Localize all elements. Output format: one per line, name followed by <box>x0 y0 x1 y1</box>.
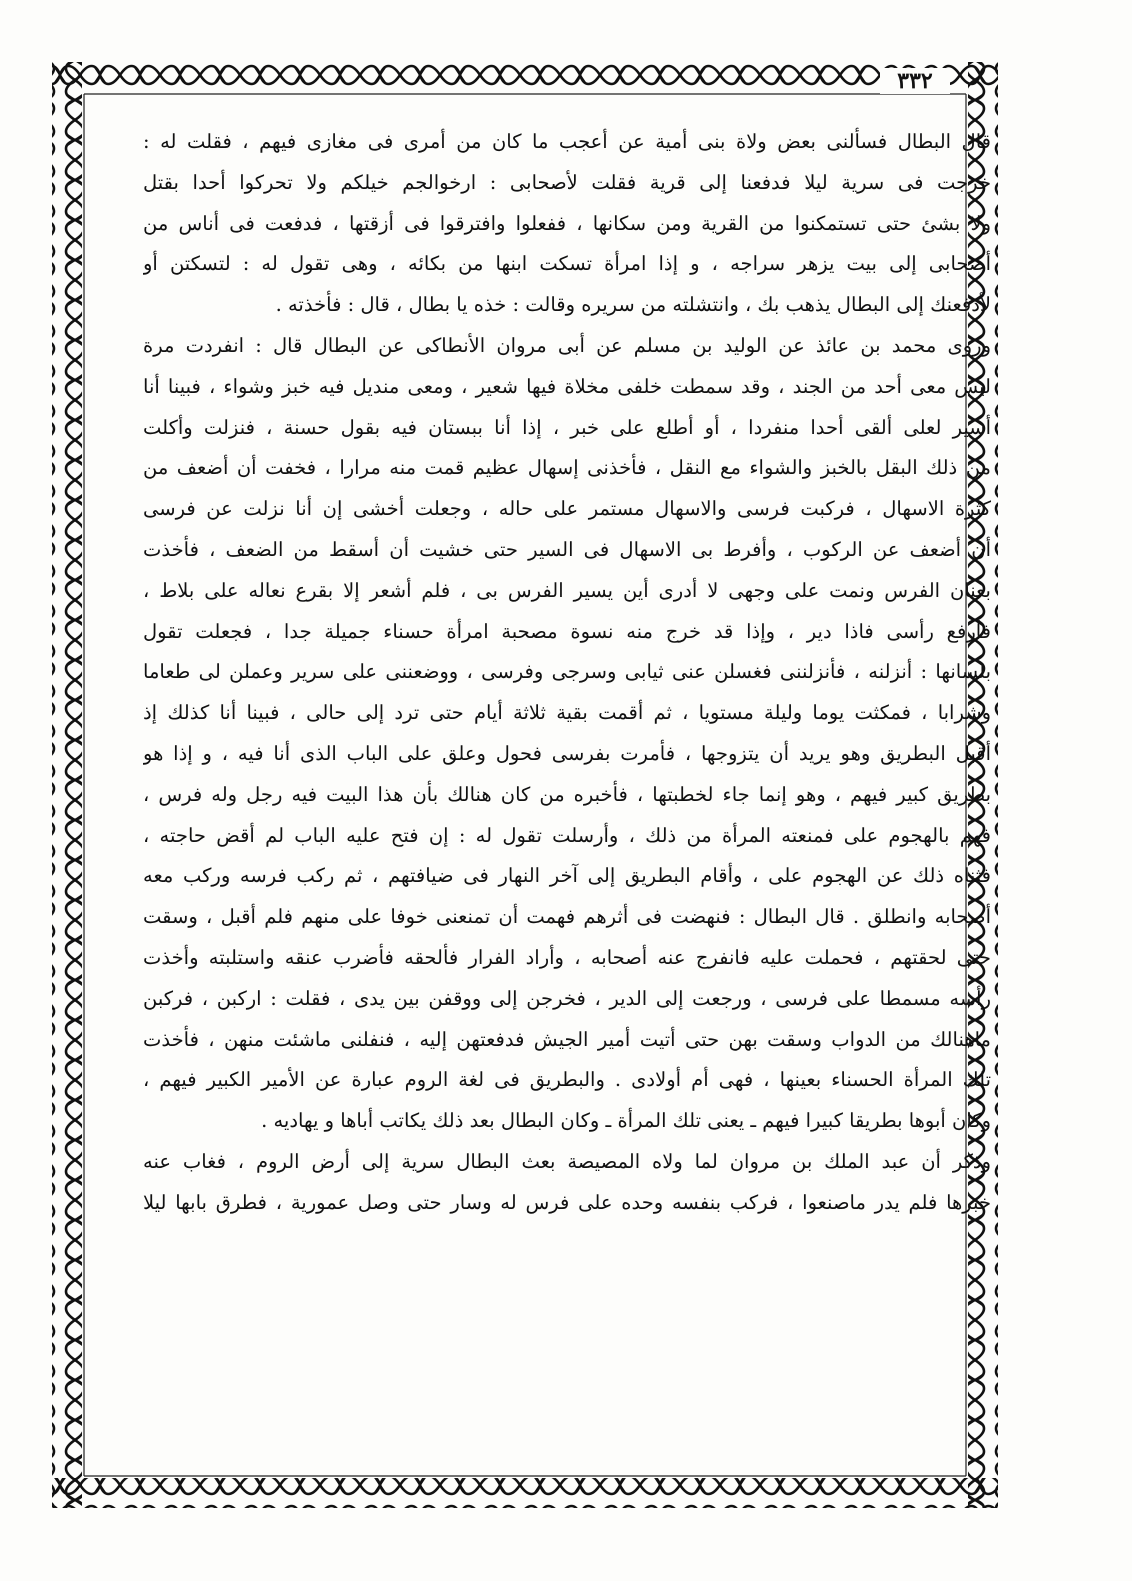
text-line: أقبل البطريق وهو يريد أن يتزوجها ، فأمرت بفرسى فحول وعلق على الباب الذى أنا فيه ، و إذا هو <box>143 741 991 765</box>
text-line: فثناه ذلك عن الهجوم على ، وأقام البطريق إلى آخر النهار فى ضيافتهم ، ثم ركب فرسه وركب معه <box>143 864 991 888</box>
border-left <box>52 62 82 1508</box>
body-text <box>143 122 991 1472</box>
text-line: وذكر أن عبد الملك بن مروان لما ولاه المصيصة بعث البطال سرية إلى أرض الروم ، فغاب عنه <box>143 1149 991 1173</box>
text-line: حتى لحقتهم ، فحملت عليه فانفرج عنه أصحابه ، وأراد الفرار فألحقه فأضرب عنقه واستلبته وأخذت <box>143 945 991 969</box>
text-line: وروى محمد بن عائذ عن الوليد بن مسلم عن أبى مروان الأنطاكى عن البطال قال : انفردت مرة <box>143 333 991 357</box>
text-line: وشرابا ، فمكثت يوما وليلة مستويا ، ثم أقمت بقية ثلاثة أيام حتى ترد إلى حالى ، فبينا أنا كذلك إذ <box>143 701 991 725</box>
text-line: فهم بالهجوم على فمنعته المرأة من ذلك ، وأرسلت تقول له : إن فتح عليه الباب لم أقض حاجته ، <box>143 823 991 847</box>
paragraph-3 <box>143 1142 991 1224</box>
text-line: بطريق كبير فيهم ، وهو إنما جاء لخطبتها ، فأخبره من كان هنالك بأن هذا البيت فيه رجل وله فرس ، <box>143 782 991 806</box>
text-line: أن أضعف عن الركوب ، وأفرط بى الاسهال فى السير حتى خشيت أن أسقط من الضعف ، فأخذت <box>143 537 991 561</box>
text-line: خبرها فلم يدر ماصنعوا ، فركب بنفسه وحده على فرس له وسار حتى وصل عمورية ، فطرق بابها ليلا <box>143 1190 991 1214</box>
border-bottom <box>52 1478 998 1508</box>
text-line: بعنان الفرس ونمت على وجهى لا أدرى أين يسير الفرس بى ، فلم أشعر إلا بقرع نعاله على بلاط ، <box>143 578 991 602</box>
page-number: ٣٣٢ <box>880 68 950 94</box>
text-line: رأسه مسمطا على فرسى ، ورجعت إلى الدير ، فخرجن إلى ووقفن بين يدى ، فقلت : اركبن ، فركبن <box>143 986 991 1010</box>
text-line: أصحابه وانطلق . قال البطال : فنهضت فى أثرهم فهمت أن تمنعنى خوفا على منهم فلم أقبل ، وسقت <box>143 905 991 929</box>
paragraph-1 <box>143 122 991 326</box>
text-line: أصحابى إلى بيت يزهر سراجه ، و إذا امرأة تسكت ابنها من بكائه ، وهى تقول له : لتسكتن أو <box>143 252 991 276</box>
text-line: كثرة الاسهال ، فركبت فرسى والاسهال مستمر على حاله ، وجعلت أخشى إن أنا نزلت عن فرسى <box>143 497 991 521</box>
text-line: ماهنالك من الدواب وسقت بهن حتى أتيت أمير الجيش فدفعتهن إليه ، فنفلنى ماشئت منهن ، فأخذت <box>143 1027 991 1051</box>
text-line: أسير لعلى ألقى أحدا منفردا ، أو أطلع على خبر ، إذا أنا ببستان فيه بقول حسنة ، فنزلت وأكلت <box>143 415 991 439</box>
text-line: خرجت فى سرية ليلا فدفعنا إلى قرية فقلت لأصحابى : ارخوالجم خيلكم ولا تحركوا أحدا بقتل <box>143 170 991 194</box>
text-line: قال البطال فسألنى بعض ولاة بنى أمية عن أعجب ما كان من أمرى فى مغازى فيهم ، فقلت له : <box>143 130 991 153</box>
text-line: وكان أبوها بطريقا كبيرا فيهم ـ يعنى تلك المرأة ـ وكان البطال بعد ذلك يكاتب أباها و يهاديه . <box>261 1109 991 1133</box>
text-line: من ذلك البقل بالخبز والشواء مع النقل ، فأخذنى إسهال عظيم قمت منه مرارا ، فخفت أن أضعف من <box>143 456 991 480</box>
text-line: فأرفع رأسى فاذا دير ، وإذا قد خرج منه نسوة مصحبة امرأة حسناء جميلة جدا ، فجعلت تقول <box>143 619 991 643</box>
text-line: لأدفعنك إلى البطال يذهب بك ، وانتشلته من سريره وقالت : خذه يا بطال ، قال : فأخذته . <box>275 293 991 317</box>
text-line: ولا بشئ حتى تستمكنوا من القرية ومن سكانها ، ففعلوا وافترقوا فى أزقتها ، فدفعت فى أناس من <box>143 211 991 235</box>
text-line: تلك المرأة الحسناء بعينها ، فهى أم أولادى . والبطريق فى لغة الروم عبارة عن الأمير الكبير فيهم ، <box>143 1068 991 1092</box>
paragraph-2 <box>143 326 991 1142</box>
border-top <box>52 62 998 92</box>
text-line: بلسانها : أنزلنه ، فأنزلننى فغسلن عنى ثيابى وسرجى وفرسى ، ووضعننى على سرير وعملن لى طعاما <box>143 660 991 684</box>
text-line: ليس معى أحد من الجند ، وقد سمطت خلفى مخلاة فيها شعير ، ومعى منديل فيه خبز وشواء ، فبينا أنا <box>143 374 991 398</box>
